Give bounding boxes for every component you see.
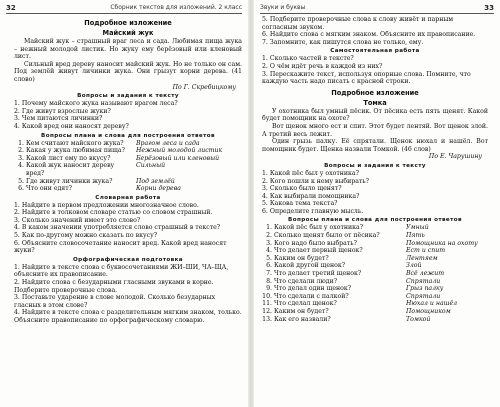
plan-row: 6. Что они едят? Корни дерева xyxy=(18,185,181,193)
right-running-title: Звуки и буквы xyxy=(260,4,306,11)
plan-row: 2. Какая у жука любимая пища? Нежный молодой листик xyxy=(18,147,223,155)
plan-row: 4. Что делает первый щенок? Ест и спит xyxy=(266,247,446,255)
right-running-header xyxy=(260,2,494,14)
left-paragraph-2: Сильный вред дереву наносит майский жук. Но не только он сам. Под землёй живут личинки жука. Они грызут корни дерева. (41 слово) xyxy=(14,60,242,83)
right-selfwork-title: Самостоятельная работа xyxy=(330,48,420,55)
plan-row: 5. Каким он будет? Лентяем xyxy=(266,254,438,262)
left-ortho-title: Орфографическая подготовка xyxy=(73,256,183,263)
plan-row: 9. Что делал один щенок? Грыз палку xyxy=(266,285,444,293)
plan-row: 2. Сколько щенят было от пёсика? Пять xyxy=(266,232,425,240)
plan-row: 8. Что сделали люди? Спрятали xyxy=(266,277,441,285)
list-item: 5. Как по-другому можно сказать по вкусу? xyxy=(14,232,158,240)
list-item: 3. Перескажите текст, используя опорные слова. Помните, что каждую часть надо писать с красной строки. xyxy=(262,70,471,86)
right-paragraph-3: Один грызь палку. Её спрятали. Щенок нюхал и нашёл. Вот помощник будет. Щенка назвали Томкой. (46 слов) xyxy=(262,138,488,153)
plan-row: 13. Как его назвали? Томкой xyxy=(262,315,431,323)
list-item: 4. Какой вред они наносят дереву? xyxy=(14,122,129,130)
plan-row: 4. Какой жук наносит дереву вред? Сильный xyxy=(18,162,166,177)
list-item: 3. Поставьте ударение в слове молодой. Сколько безударных гласных в этом слове? xyxy=(14,294,216,309)
list-item: 5. Подберите проверочные слова к слову живёт и парным согласным звуком. xyxy=(262,16,454,31)
list-item: 2. Кого пошли к нему выбирать? xyxy=(262,177,369,185)
right-author: По Е. Чарушину xyxy=(428,153,482,161)
left-questions-title: Вопросы и задания к тексту xyxy=(77,93,179,100)
right-story-title: Томка xyxy=(363,98,387,107)
list-item: 1. Найдите в тексте слова с буквосочетаниями ЖИ–ШИ, ЧА–ЩА, объясните их правописание. xyxy=(14,263,229,279)
plan-row: 12. Каким он будет? Помощником xyxy=(262,308,451,315)
list-item: 4. В каком значении употребляется слово страшный в тексте? xyxy=(14,224,221,232)
left-ortho-list xyxy=(14,264,242,325)
plan-row: 10. Что сделали с палкой? Спрятали xyxy=(262,292,441,300)
plan-row: 1. Какой пёс был у охотника? Умный xyxy=(266,224,429,232)
list-item: 6. Определите главную мысль. xyxy=(262,207,364,215)
right-page xyxy=(254,0,500,407)
plan-row: 7. Что делает третий щенок? Всё лежит xyxy=(266,270,445,278)
list-item: 2. Найдите в толковом словаре статью со словом страшный. xyxy=(14,209,213,217)
left-section-title: Подробное изложение xyxy=(84,19,172,27)
list-item: 1. Сколько частей в тексте? xyxy=(262,55,354,63)
left-questions-list xyxy=(14,100,242,130)
right-page-number: 33 xyxy=(484,3,494,12)
plan-row: 6. Какой другой щенок? Злой xyxy=(266,262,422,270)
left-running-title: Сборник текстов для изложений. 2 класс xyxy=(110,4,242,11)
list-item: 4. Найдите в тексте слова с разделительным мягким знаком, только. Объясните правописание по орфографическому словарю. xyxy=(14,309,242,324)
list-item: 2. Найдите слова с безударными гласными звуками в корне. Подберите проверочные слова. xyxy=(14,279,214,294)
list-item: 7. Запомните, как пишутся слова не только, ему. xyxy=(262,38,424,46)
list-item: 1. Почему майского жука называют врагом леса? xyxy=(14,100,178,108)
right-selfwork-list xyxy=(262,55,488,85)
right-plan-list xyxy=(262,224,488,323)
right-plan-title: Вопросы плана и слова для построения ответов xyxy=(288,217,462,224)
left-page-number: 32 xyxy=(6,3,16,12)
right-carry-over-list xyxy=(262,16,488,46)
left-author: По Г. Скребицкому xyxy=(172,83,236,91)
list-item: 1. Найдите в первом предложении многозначное слово. xyxy=(14,201,199,209)
right-paragraph-1: У охотника был умный пёсик. От пёсика есть пять щенят. Какой будет помощник на охоте? xyxy=(262,107,488,123)
plan-row: 1. Кем считают майского жука? Врагом леса и сада xyxy=(18,139,200,147)
plan-row: 11. Что сделал щенок? Нюхал и нашёл xyxy=(262,300,458,308)
right-section-title: Подробное изложение xyxy=(331,88,419,97)
list-item: 6. Объясните словосочетание наносит вред. Какой вред наносят жуки? xyxy=(14,239,227,255)
list-item: 5. Какова тема текста? xyxy=(262,200,338,208)
list-item: 2. О чём идёт речь в каждой из них? xyxy=(262,62,383,70)
left-paragraph-1: Майский жук – страшный враг леса и сада. Любимая пища жука – нежный молодой листик. Но жуку ему берёзовый или кленовый лист. xyxy=(14,38,242,61)
list-item: 6. Найдите слова с мягким знаком. Объясните их правописание. xyxy=(262,31,476,39)
list-item: 3. Сколько было щенят? xyxy=(262,185,342,193)
list-item: 2. Где живут взрослые жуки? xyxy=(14,107,111,115)
list-item: 4. Как выбирали помощника? xyxy=(262,192,360,200)
right-questions-list xyxy=(262,170,488,216)
plan-row: 5. Где живут личинки жука? Под землёй xyxy=(18,177,175,185)
left-plan-title: Вопросы плана и слова для построения ответов xyxy=(41,132,215,139)
plan-row: 3. Какой лист ему по вкусу? Берёзовый или кленовый xyxy=(18,154,220,162)
list-item: 3. Чем питаются личинки? xyxy=(14,115,103,123)
left-page xyxy=(0,0,248,407)
left-running-header xyxy=(6,2,242,14)
left-story-title: Майский жук xyxy=(102,29,154,37)
left-plan-list xyxy=(14,140,242,193)
plan-row: 3. Кого надо было выбрать? Помощника на охоту xyxy=(266,239,478,247)
left-vocab-list xyxy=(14,202,242,255)
list-item: 1. Какой пёс был у охотника? xyxy=(262,169,359,177)
right-paragraph-2: Вот щенок много ест и спит. Этот будет лентяй. Вот щенок злой. А третий весь лежит. xyxy=(262,122,488,138)
left-vocab-title: Словарная работа xyxy=(95,194,161,201)
right-questions-title: Вопросы и задания к тексту xyxy=(324,162,426,169)
list-item: 3. Сколько значений имеет это слово? xyxy=(14,216,141,224)
